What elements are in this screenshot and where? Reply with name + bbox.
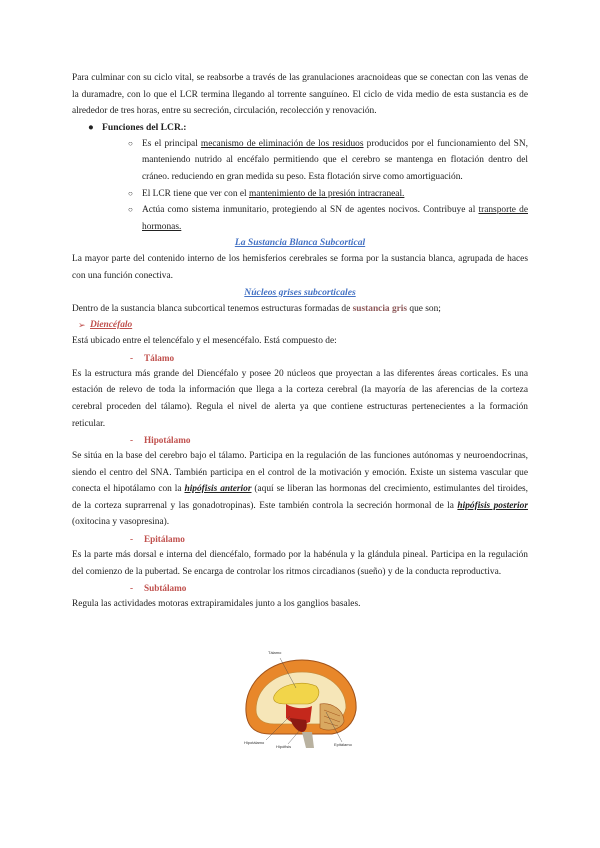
- intro-paragraph: Para culminar con su ciclo vital, se reabsorbe a través de las granulaciones aracnoideas que se conectan con las venas de la duramadre, con lo que el LCR termina llegando al torrente sanguíneo. El ciclo de vida medio de esta sustancia es de alrededor de tres horas, entre su secreción, circulación, recolección y renovación.: [72, 73, 528, 117]
- function-item-3: ○ Actúa como sistema inmunitario, protegiendo al SN de agentes nocivos. Contribuye al transporte de hormonas.: [72, 202, 528, 235]
- talamo-heading: - Tálamo: [130, 352, 175, 363]
- subtalamo-paragraph: Regula las actividades motoras extrapiramidales junto a los ganglios basales.: [72, 599, 361, 610]
- diencephalon-paragraph: Está ubicado entre el telencéfalo y el mesencéfalo. Está compuesto de:: [72, 336, 337, 347]
- hipotalamo-heading: - Hipotálamo: [130, 435, 191, 446]
- circle-bullet-icon: ○: [128, 138, 133, 148]
- brain-diagram: [240, 652, 362, 752]
- gray-nuclei-heading: Núcleos grises subcorticales: [244, 286, 356, 298]
- bullet-icon: ●: [88, 121, 94, 133]
- gray-nuclei-paragraph: Dentro de la sustancia blanca subcortical tenemos estructuras formadas de sustancia gris que son;: [72, 303, 441, 314]
- label-talamo: Tálamo: [268, 650, 282, 655]
- white-matter-paragraph: La mayor parte del contenido interno de los hemisferios cerebrales se forma por la sustancia blanca, agrupada de haces con una función conectiva.: [72, 254, 528, 281]
- hipotalamo-paragraph: Se sitúa en la base del cerebro bajo el tálamo. Participa en la regulación de las funciones autónomas y neuroendocrinas, siendo el centro del SNA. También participa en el control de la motivación y emoción. Existe un sistema vascular que conecta el hipotálamo con la hipófisis anterior (aquí se liberan las hormonas del crecimiento, estimulantes del tiroides, de la corteza suprarrenal y las gonadotropinas). Este también controla la secreción hormonal de la hipófisis posterior (oxitocina y vasopresina).: [72, 451, 529, 528]
- functions-heading: ● Funciones del LCR.:: [72, 120, 528, 136]
- label-hipofisis: Hipófisis: [276, 744, 292, 749]
- function-item-1: ○ Es el principal mecanismo de eliminación de los residuos producidos por el funcionamiento del SN, manteniendo nutrido al encéfalo permitiendo que el cerebro se mantenga en flotación dentro del cráneo. reduciendo en gran medida su peso. Esta flotación sirve como amortiguación.: [72, 136, 528, 186]
- diencephalon-heading: ➢ Diencéfalo: [72, 317, 528, 333]
- circle-bullet-icon: ○: [128, 188, 133, 198]
- epitalamo-heading: - Epitálamo: [130, 534, 185, 545]
- brain-illustration: [240, 652, 362, 752]
- subtalamo-heading: - Subtálamo: [130, 583, 187, 594]
- white-matter-heading: La Sustancia Blanca Subcortical: [234, 237, 366, 249]
- arrow-bullet-icon: ➢: [78, 320, 86, 331]
- epitalamo-paragraph: Es la parte más dorsal e interna del diencéfalo, formado por la habénula y la glándula pineal. Participa en la regulación del comienzo de la pubertad. Se encarga de controlar los ritmos circadianos (sueño) y de la conducta reproductiva.: [72, 550, 528, 577]
- label-epitalamo: Epitálamo: [334, 742, 352, 747]
- circle-bullet-icon: ○: [128, 205, 133, 215]
- function-item-2: ○ El LCR tiene que ver con el mantenimiento de la presión intracraneal.: [72, 186, 528, 203]
- label-hipotalamo: Hipotálamo: [244, 740, 265, 745]
- talamo-paragraph: Es la estructura más grande del Diencéfalo y posee 20 núcleos que proyectan a las diferentes áreas corticales. Es una estación de relevo de toda la información que llega a la corteza cerebral (la mayoría de las aferencias de la corteza cerebral proceden del tálamo). Regula el nivel de alerta ya que contiene estructuras pertenecientes a la formación reticular.: [72, 368, 528, 429]
- document-page: [72, 70, 528, 613]
